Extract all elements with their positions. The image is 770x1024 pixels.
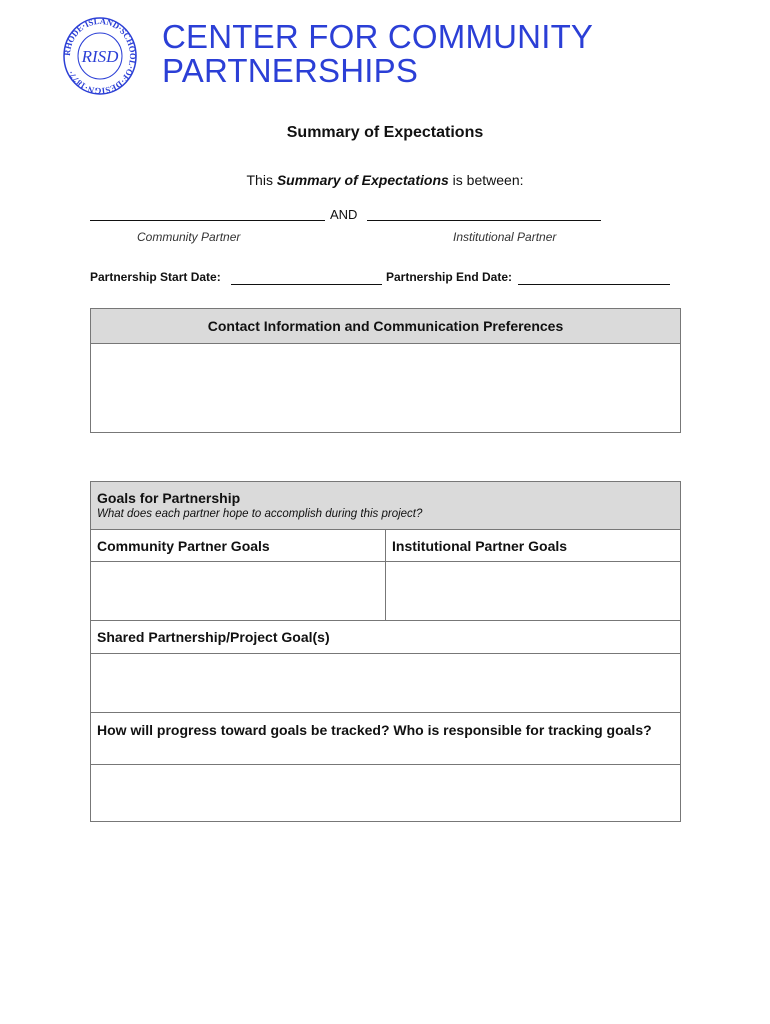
goals-header — [91, 482, 680, 530]
shared-goals-label-row — [91, 621, 680, 654]
contact-info-field[interactable] — [91, 344, 680, 432]
institutional-partner-goals-field[interactable] — [386, 562, 680, 620]
shared-goals-input-row — [91, 654, 680, 713]
org-title-line2: PARTNERSHIPS — [162, 52, 419, 89]
start-date-label: Partnership Start Date: — [90, 270, 221, 284]
shared-goals-field[interactable] — [91, 654, 680, 712]
community-partner-goals-label: Community Partner Goals — [91, 530, 386, 561]
start-date-field[interactable] — [231, 284, 382, 285]
shared-goals-label: Shared Partnership/Project Goal(s) — [97, 629, 330, 645]
intro-prefix: This — [246, 172, 277, 188]
and-label: AND — [330, 207, 358, 222]
contact-info-header: Contact Information and Communication Preferences — [91, 309, 680, 344]
partner-goals-input-row — [91, 562, 680, 621]
tracking-question-label: How will progress toward goals be tracked? Who is responsible for tracking goals? — [97, 722, 652, 738]
organization-title — [162, 20, 593, 88]
institutional-partner-name-field[interactable] — [367, 220, 601, 221]
tracking-question-row — [91, 713, 680, 765]
svg-text:RISD: RISD — [81, 47, 119, 66]
institutional-partner-caption: Institutional Partner — [453, 230, 557, 244]
goals-subtitle: What does each partner hope to accomplish during this project? — [97, 508, 423, 520]
intro-suffix: is between: — [448, 172, 524, 188]
tracking-answer-field[interactable] — [91, 765, 680, 821]
end-date-field[interactable] — [518, 284, 670, 285]
document-title: Summary of Expectations — [286, 124, 484, 141]
contact-info-section — [90, 308, 681, 433]
goals-title: Goals for Partnership — [97, 490, 241, 506]
community-partner-goals-field[interactable] — [91, 562, 386, 620]
svg-text:RHODE·ISLAND·SCHOOL·OF·DESIGN·: RHODE·ISLAND·SCHOOL·OF·DESIGN·1877· — [62, 16, 138, 96]
goals-section — [90, 481, 681, 822]
intro-sentence — [0, 172, 770, 188]
community-partner-name-field[interactable] — [90, 220, 325, 221]
end-date-label: Partnership End Date: — [386, 270, 513, 284]
community-partner-caption: Community Partner — [137, 230, 241, 244]
intro-emphasis: Summary of Expectations — [276, 172, 449, 188]
risd-seal-logo — [62, 16, 138, 96]
org-title-line1: CENTER FOR COMMUNITY — [162, 18, 594, 55]
partner-goals-label-row — [91, 530, 680, 562]
institutional-partner-goals-label: Institutional Partner Goals — [392, 538, 568, 554]
